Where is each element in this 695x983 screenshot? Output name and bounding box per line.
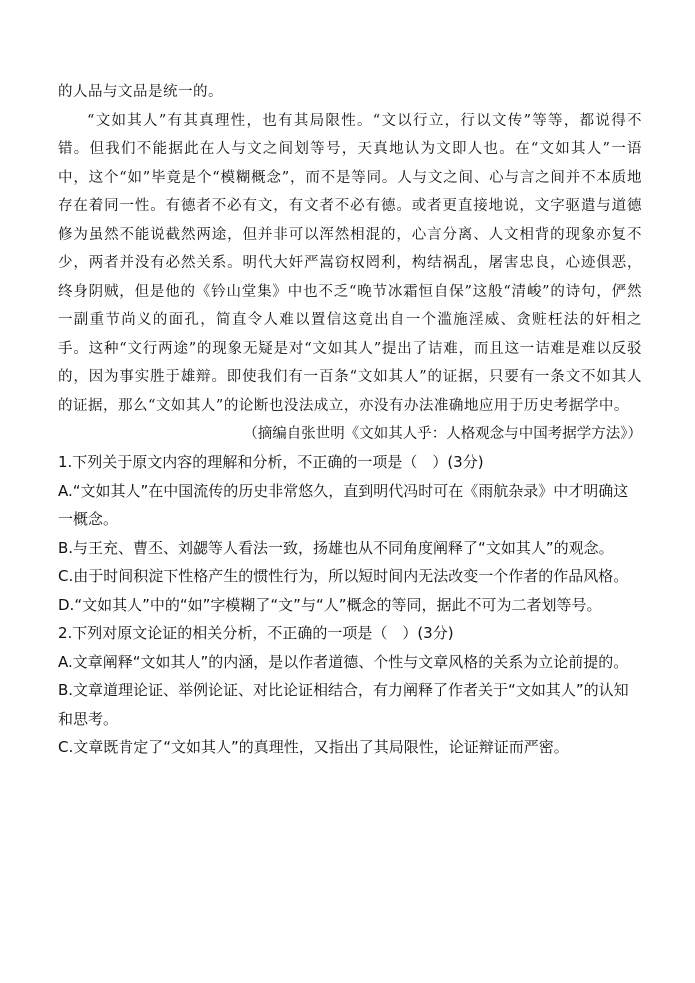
- question-1-option-d: D.“文如其人”中的“如”字模糊了“文”与“人”概念的等同，据此不可为二者划等号。: [58, 595, 602, 614]
- question-2-option-c: C.文章既肯定了“文如其人”的真理性，又指出了其局限性，论证辩证而严密。: [58, 738, 569, 756]
- question-2-stem: 2.下列对原文论证的相关分析，不正确的一项是（ ）(3分): [58, 624, 454, 642]
- question-1-stem: 1.下列关于原文内容的理解和分析，不正确的一项是（ ）(3分): [58, 453, 484, 471]
- question-1-option-b: B.与王充、曹丕、刘勰等人看法一致，扬雄也从不同角度阐释了“文如其人”的观念。: [58, 538, 614, 557]
- passage-line-continued: 的人品与文品是统一的。: [58, 84, 223, 100]
- document-page: [58, 78, 642, 762]
- question-2-option-b: B.文章道理论证、举例论证、对比论证相结合，有力阐释了作者关于“文如其人”的认知和思考。: [58, 681, 629, 728]
- question-1-option-c: C.由于时间积淀下性格产生的惯性行为，所以短时间内无法改变一个作者的作品风格。: [58, 567, 629, 585]
- passage: [58, 78, 642, 420]
- source-citation: （摘编自张世明《文如其人乎：人格观念与中国考据学方法》）: [243, 426, 642, 442]
- question-1-option-a: A.“文如其人”在中国流传的历史非常悠久，直到明代冯时可在《雨航杂录》中才明确这一概念。: [58, 481, 629, 528]
- question-2-option-a: A.文章阐释“文如其人”的内涵，是以作者道德、个性与文章风格的关系为立论前提的。: [58, 652, 629, 671]
- passage-paragraph: “文如其人”有其真理性，也有其局限性。“文以行立，行以文传”等等，都说得不错。但我们不能据此在人与文之间划等号，天真地认为文即人也。在“文如其人”一语中，这个“如”毕竟是个“模糊概念”，而不是等同。人与文之间、心与言之间并不本质地存在着同一性。有德者不必有文，有文者不必有德。或者更直接地说，文字驱遣与道德修为虽然不能说截然两途，但并非可以浑然相混的，心言分离、人文相背的现象亦复不少，两者并没有必然关系。明代大奸严嵩窃权罔利，构结祸乱，屠害忠良，心迹俱恶，终身阴贼，但是他的《钤山堂集》中也不乏“晚节冰霜恒自保”这般“清峻”的诗句，俨然一副重节尚义的面孔，简直令人难以置信这竟出自一个滥施淫威、贪赃枉法的奸相之手。这种“文行两途”的现象无疑是对“文如其人”提出了诘难，而且这一诘难是难以反驳的，因为事实胜于雄辩。即使我们有一百条“文如其人”的证据，只要有一条文不如其人的证据，那么“文如其人”的论断也没法成立，亦没有办法准确地应用于历史考据学中。: [58, 112, 642, 414]
- question-list: [58, 448, 642, 762]
